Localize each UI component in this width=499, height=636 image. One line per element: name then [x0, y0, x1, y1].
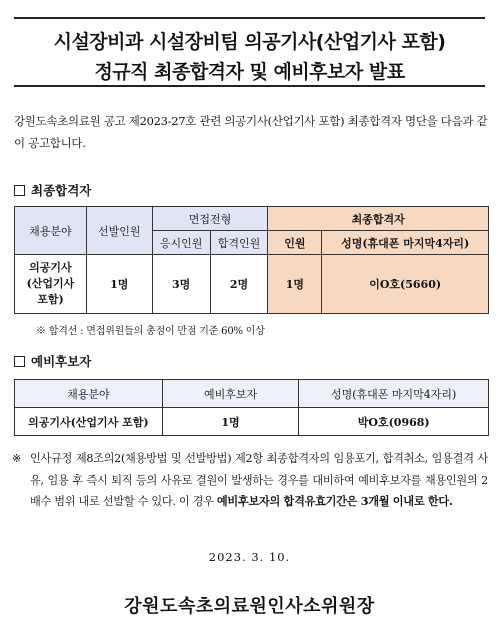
cell-field-line1: 의공기사 [29, 261, 72, 274]
header-passed: 합격인원 [210, 231, 268, 255]
cell-applicants: 3명 [152, 255, 210, 314]
cell-passed: 2명 [210, 255, 268, 314]
announcement-date: 2023. 3. 10. [208, 550, 291, 564]
pass-line-note: ※ 합격선 : 면접위원들의 총점이 만점 기준 60% 이상 [36, 326, 265, 337]
header-recruit: 선발인원 [86, 207, 152, 255]
title-line-2: 정규직 최종합격자 및 예비후보자 발표 [94, 61, 405, 83]
table-row [15, 255, 489, 314]
cell-reserve-count: 1명 [162, 408, 299, 436]
cell-final-name: 이O호(5660) [322, 255, 489, 314]
title-line-1: 시설장비과 시설장비팀 의공기사(산업기사 포함) [53, 31, 446, 53]
header-reserve-count: 예비후보자 [162, 380, 299, 408]
header-reserve-name: 성명(휴대폰 마지막4자리) [299, 380, 489, 408]
reserve-section-heading [14, 352, 91, 370]
reserve-table [14, 379, 489, 436]
cell-field [15, 255, 87, 314]
final-section-heading [14, 181, 91, 199]
header-final: 최종합격자 [268, 207, 489, 231]
cell-reserve-name: 박O호(0968) [299, 408, 489, 436]
header-final-name: 성명(휴대폰 마지막4자리) [322, 231, 489, 255]
cell-recruit: 1명 [86, 255, 152, 314]
cell-field-line2: (산업기사 [26, 277, 75, 290]
header-applicants: 응시인원 [152, 231, 210, 255]
square-bullet-icon [14, 185, 25, 196]
header-reserve-field: 채용분야 [15, 380, 163, 408]
cell-final-count: 1명 [268, 255, 322, 314]
reserve-note-bold: 예비후보자의 합격유효기간은 3개월 이내로 한다. [216, 494, 453, 508]
header-interview: 면접전형 [152, 207, 268, 231]
cell-reserve-field: 의공기사(산업기사 포함) [15, 408, 163, 436]
reserve-section-heading-text: 예비후보자 [31, 354, 92, 369]
final-passers-table [14, 206, 489, 314]
reserve-note [12, 448, 488, 513]
intro-paragraph: 강원도속초의료원 공고 제2023-27호 관련 의공기사(산업기사 포함) 최종합격자 명단을 다음과 같이 공고합니다. [14, 114, 488, 150]
note-mark: ※ [12, 452, 22, 465]
cell-field-line3: 포함) [37, 293, 64, 306]
announcement-title [14, 17, 485, 87]
issuer-name: 강원도속초의료원인사소위원장 [124, 596, 375, 617]
header-final-count: 인원 [268, 231, 322, 255]
reserve-note-text: 인사규정 제8조의2(채용방법 및 선발방법) 제2항 최종합격자의 임용포기, 합격취소, 임용결격 사유, 임용 후 즉시 퇴직 등의 사유로 결원이 발생하는 경우를 대비하여 예비후보자를 채용인원의 2배수 범위 내로 선발할 수 있다. 이 경우 [30, 452, 488, 508]
header-field: 채용분야 [15, 207, 87, 255]
square-bullet-icon [14, 356, 25, 367]
final-section-heading-text: 최종합격자 [31, 183, 92, 198]
table-row [15, 408, 489, 436]
